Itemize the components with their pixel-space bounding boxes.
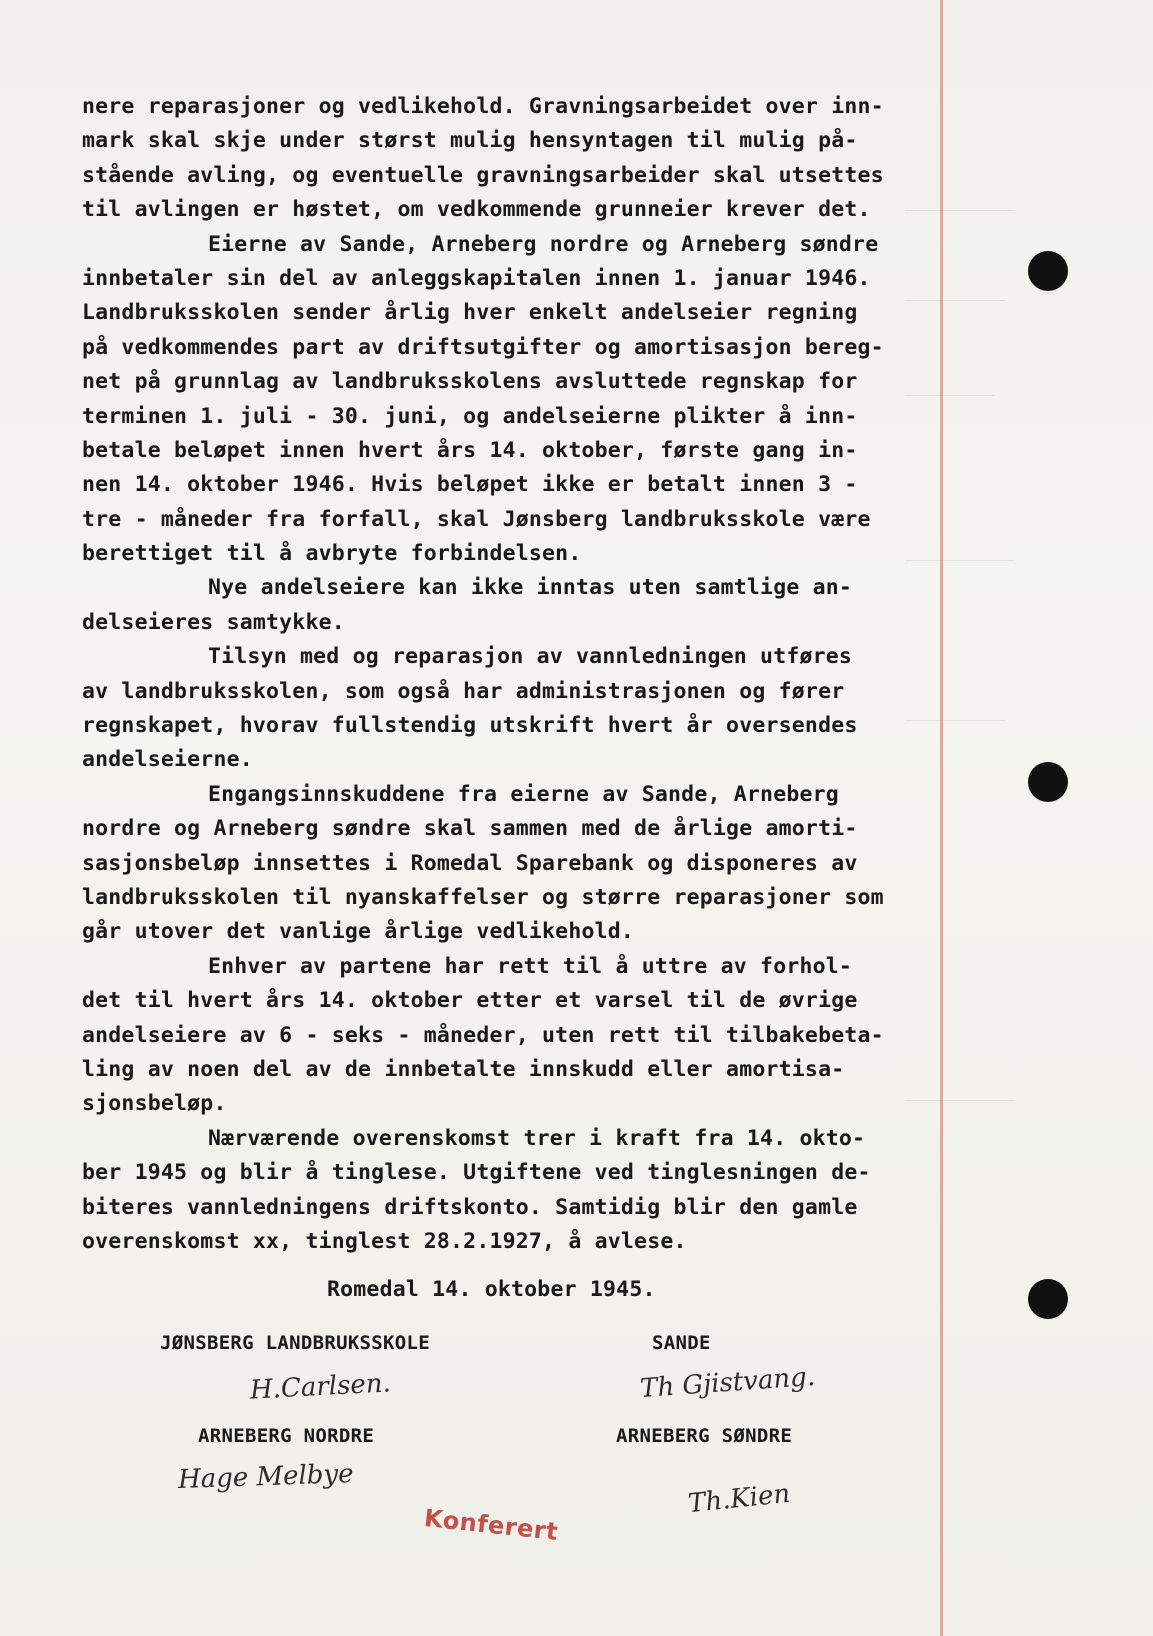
text-line: av landbruksskolen, som også har administrasjonen og fører [82, 678, 845, 704]
jonsberg-signature: H.Carlsen. [249, 1368, 392, 1406]
punch-hole [1028, 762, 1068, 802]
text-line: delseieres samtykke. [82, 609, 345, 635]
text-line: Tilsyn med og reparasjon av vannledningen utføres [208, 644, 853, 670]
text-line: til avlingen er høstet, om vedkommende grunneier krever det. [82, 197, 871, 223]
text-line: på vedkommendes part av driftsutgifter og amortisasjon bereg- [82, 334, 884, 360]
text-line: Nærværende overenskomst trer i kraft fra 14. okto- [208, 1125, 866, 1151]
text-line: andelseierne. [82, 747, 253, 773]
text-line: landbruksskolen til nyanskaffelser og større reparasjoner som [82, 884, 884, 910]
text-line: Nye andelseiere kan ikke inntas uten samtlige an- [208, 575, 853, 601]
date-line: Romedal 14. oktober 1945. [327, 1277, 656, 1303]
arneberg-sondre-signature: Th.Kien [686, 1478, 792, 1520]
punch-hole [1028, 1279, 1068, 1319]
text-line: ber 1945 og blir å tinglese. Utgiftene ved tinglesningen de- [82, 1160, 871, 1186]
text-line: terminen 1. juli - 30. juni, og andelseierne plikter å inn- [82, 403, 858, 429]
text-line: Enhver av partene har rett til å uttre av forhol- [208, 953, 853, 979]
text-line: andelseiere av 6 - seks - måneder, uten rett til tilbakebeta- [82, 1022, 884, 1048]
text-line: sasjonsbeløp innsettes i Romedal Sparebank og disponeres av [82, 850, 858, 876]
text-line: biteres vannledningens driftskonto. Samtidig blir den gamle [82, 1194, 858, 1220]
text-line: ling av noen del av de innbetalte innskudd eller amortisa- [82, 1056, 845, 1082]
text-line: betale beløpet innen hvert års 14. oktober, første gang in- [82, 437, 858, 463]
text-line: overenskomst xx, tinglest 28.2.1927, å avlese. [82, 1228, 687, 1254]
text-line: net på grunnlag av landbruksskolens avsluttede regnskap for [82, 369, 858, 395]
text-line: nere reparasjoner og vedlikehold. Gravningsarbeidet over inn- [82, 94, 884, 119]
text-line: Engangsinnskuddene fra eierne av Sande, Arneberg [208, 781, 839, 807]
text-line: nen 14. oktober 1946. Hvis beløpet ikke er betalt innen 3 - [82, 472, 858, 498]
margin-line [940, 0, 943, 1636]
text-line: Landbruksskolen sender årlig hver enkelt andelseier regning [82, 300, 858, 326]
text-line: det til hvert års 14. oktober etter et varsel til de øvrige [82, 988, 858, 1014]
text-line: tre - måneder fra forfall, skal Jønsberg landbruksskole være [82, 506, 871, 532]
text-line: innbetaler sin del av anleggskapitalen innen 1. januar 1946. [82, 265, 871, 291]
text-line: nordre og Arneberg søndre skal sammen med de årlige amorti- [82, 816, 858, 842]
text-line: regnskapet, hvorav fullstendig utskrift hvert år oversendes [82, 713, 858, 739]
jonsberg-label: JØNSBERG LANDBRUKSSKOLE [160, 1332, 430, 1354]
text-line: går utover det vanlige årlige vedlikehold. [82, 919, 635, 945]
text-line: berettiget til å avbryte forbindelsen. [82, 541, 582, 567]
arneberg-nordre-label: ARNEBERG NORDRE [198, 1425, 375, 1447]
arneberg-sondre-label: ARNEBERG SØNDRE [616, 1425, 793, 1447]
punch-hole [1028, 251, 1068, 291]
text-line: mark skal skje under størst mulig hensyntagen til mulig på- [82, 128, 858, 154]
sande-label: SANDE [652, 1332, 711, 1354]
text-line: stående avling, og eventuelle gravningsarbeider skal utsettes [82, 162, 884, 188]
text-line: sjonsbeløp. [82, 1091, 227, 1117]
text-line: Eierne av Sande, Arneberg nordre og Arneberg søndre [208, 231, 879, 257]
body-text [82, 90, 922, 1308]
konferert-stamp: Konferert [422, 1504, 560, 1546]
sande-signature: Th Gjistvang. [639, 1361, 816, 1405]
arneberg-nordre-signature: Hage Melbye [177, 1458, 354, 1496]
